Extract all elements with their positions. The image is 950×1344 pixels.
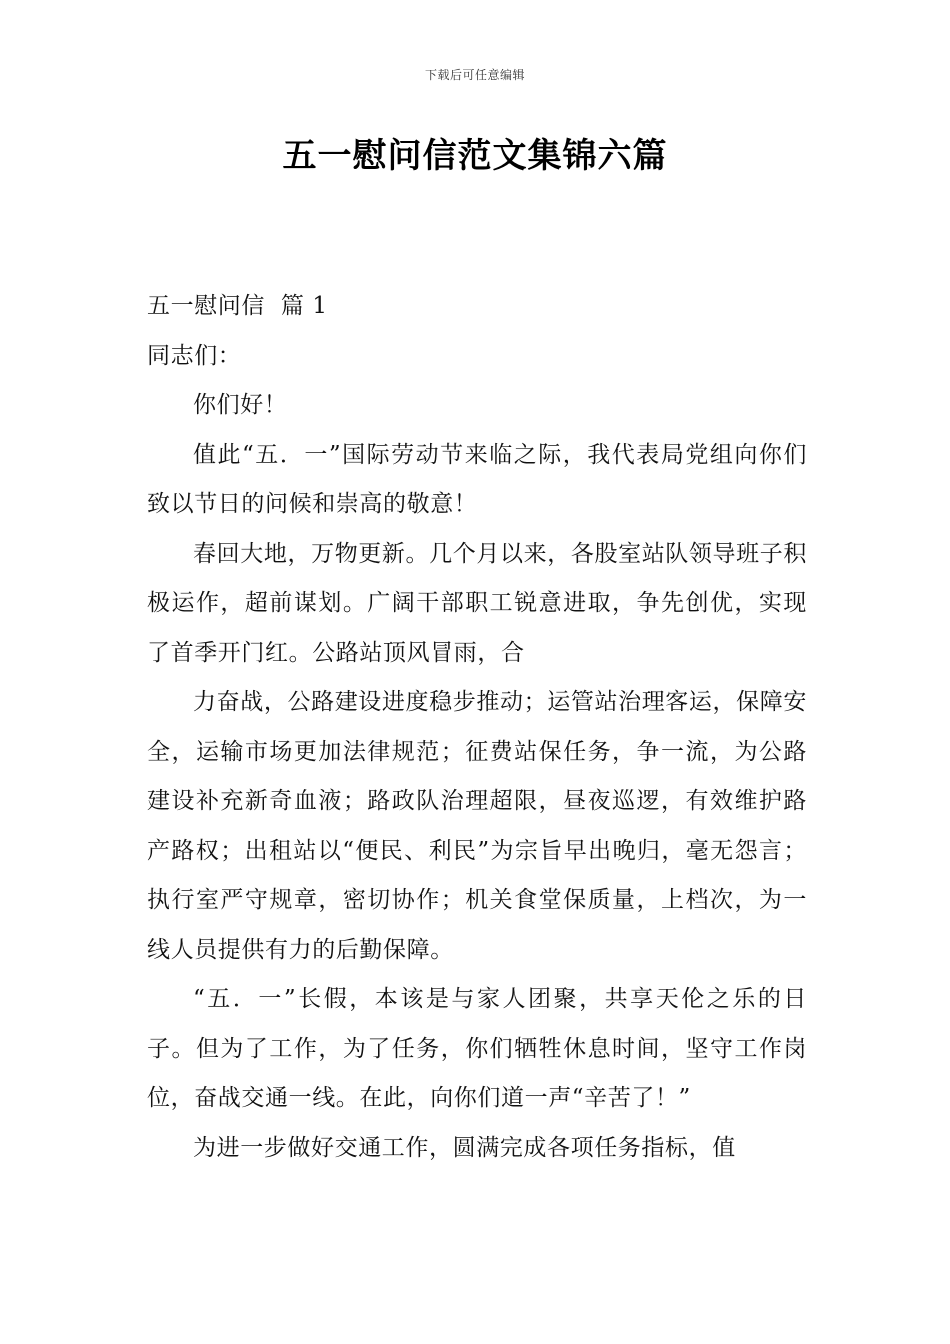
document-body (147, 282, 807, 1173)
header-note: 下载后可任意编辑 (424, 68, 525, 82)
paragraph-holiday-greeting: 值此“五．一”国际劳动节来临之际，我代表局党组向你们致以节日的问候和崇高的敬意！ (147, 441, 807, 517)
paragraph-achievements: 春回大地，万物更新。几个月以来，各股室站队领导班子积极运作，超前谋划。广阔干部职工锐意进取，争先创优，实现了首季开门红。公路站顶风冒雨，合 (147, 540, 807, 666)
paragraph-closing: 为进一步做好交通工作，圆满完成各项任务指标，值 (193, 1134, 736, 1161)
paragraph-greeting: 你们好！ (193, 392, 288, 418)
section-heading: 五一慰问信 篇 1 (147, 293, 328, 319)
paragraph-departments: 力奋战，公路建设进度稳步推动；运管站治理客运，保障安全，运输市场更加法律规范；征费站保任务，争一流，为公路建设补充新奇血液；路政队治理超限，昼夜巡逻，有效维护路产路权；出租站以“便民、利民”为宗旨早出晚归，毫无怨言；执行室严守规章，密切协作；机关食堂保质量，上档次，为一线人员提供有力的后勤保障。 (147, 689, 807, 963)
salutation: 同志们： (147, 342, 242, 369)
paragraph-thanks: “五．一”长假，本该是与家人团聚，共享天伦之乐的日子。但为了工作，为了任务，你们牺牲休息时间，坚守工作岗位，奋战交通一线。在此，向你们道一声“辛苦了！” (147, 986, 807, 1111)
document-title: 五一慰问信范文集锦六篇 (282, 136, 668, 176)
